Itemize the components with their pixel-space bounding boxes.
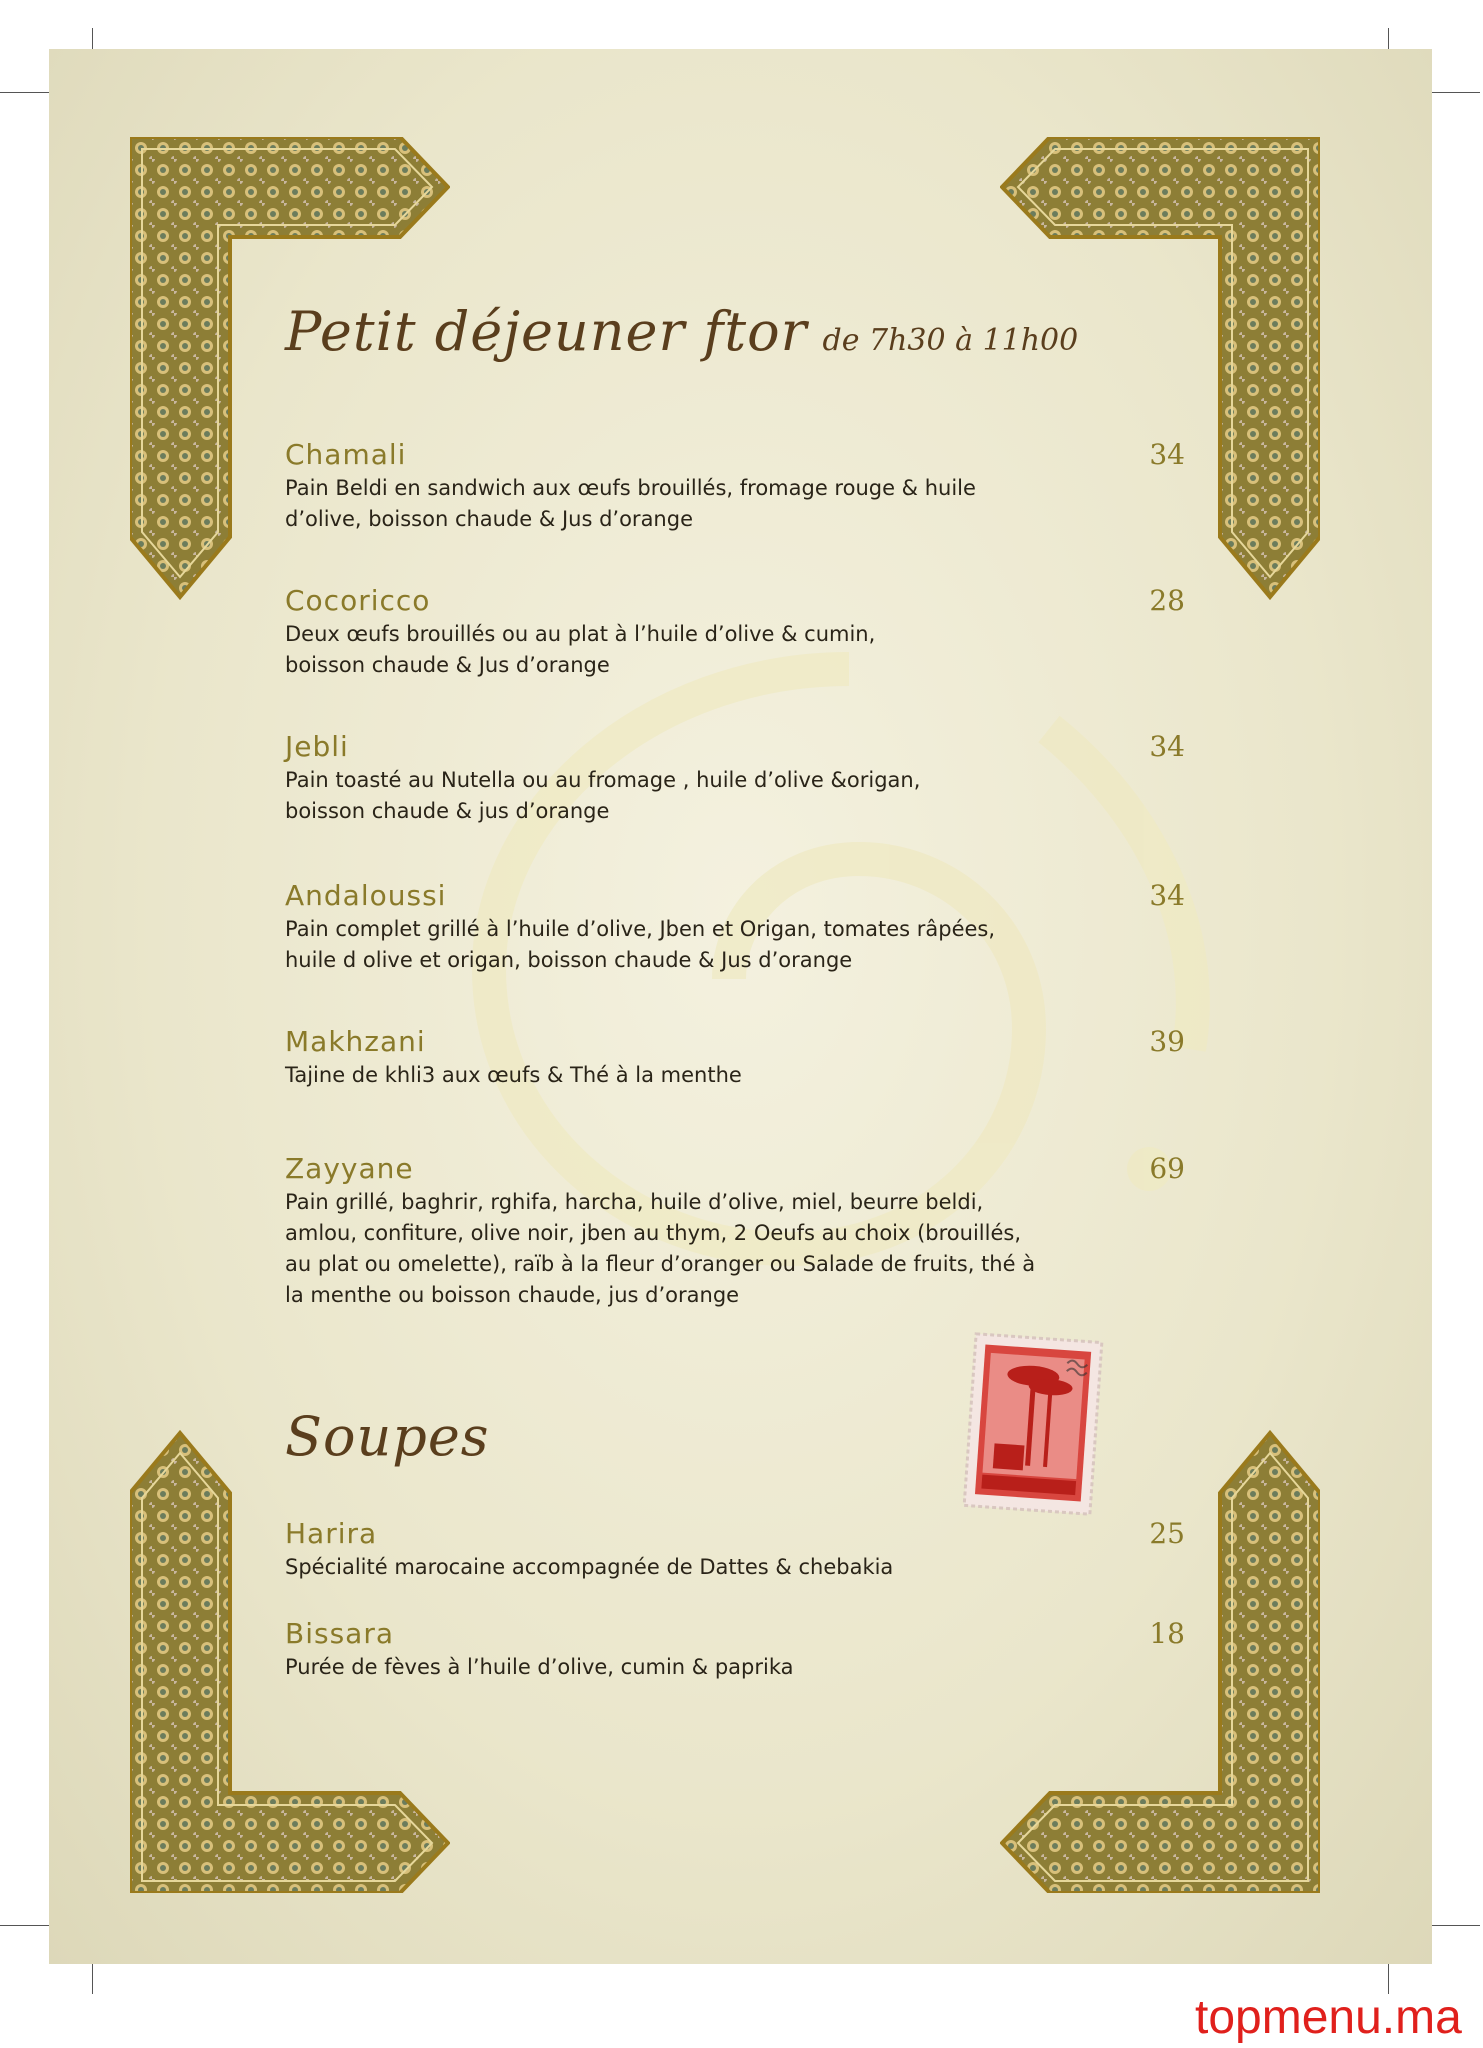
menu-item: [285, 1025, 1185, 1091]
item-description: Pain complet grillé à l’huile d’olive, Jben et Origan, tomates râpées, huile d olive et origan, boisson chaude & Jus d’orange: [285, 917, 996, 972]
section-title-text: Soupes: [285, 1405, 490, 1468]
section-title-text: Petit déjeuner ftor: [285, 300, 808, 363]
item-description: Pain Beldi en sandwich aux œufs brouillés, fromage rouge & huile d’olive, boisson chaude & Jus d’orange: [285, 476, 976, 531]
item-description: Tajine de khli3 aux œufs & Thé à la menthe: [285, 1063, 742, 1087]
menu-item: [285, 730, 1185, 827]
menu-item: [285, 584, 1185, 681]
item-name: Chamali: [285, 438, 407, 471]
item-price: 34: [1149, 730, 1185, 763]
item-description: Pain grillé, baghrir, rghifa, harcha, huile d’olive, miel, beurre beldi, amlou, confiture, olive noir, jben au thym, 2 Oeufs au choix (brouillés, au plat ou omelette), raïb à la fleur d’oranger ou Salade de fruits, thé à la menthe ou boisson chaude, jus d’orange: [285, 1190, 1036, 1307]
item-name: Andaloussi: [285, 879, 447, 912]
item-description: Deux œufs brouillés ou au plat à l’huile d’olive & cumin, boisson chaude & Jus d’orange: [285, 622, 876, 677]
item-name: Makhzani: [285, 1025, 426, 1058]
menu-item: [285, 1617, 1185, 1683]
item-price: 25: [1149, 1517, 1185, 1550]
watermark-text: topmenu.ma: [1195, 1991, 1462, 2044]
menu-item: [285, 879, 1185, 976]
menu-item: [285, 438, 1185, 535]
item-price: 69: [1149, 1152, 1185, 1185]
item-name: Zayyane: [285, 1152, 414, 1185]
item-price: 39: [1149, 1025, 1185, 1058]
item-description: Pain toasté au Nutella ou au fromage , huile d’olive &origan, boisson chaude & jus d’orange: [285, 768, 921, 823]
ornament-corner-top-right: [1000, 137, 1320, 657]
menu-item: [285, 1517, 1185, 1583]
item-name: Jebli: [285, 730, 349, 763]
item-description: Spécialité marocaine accompagnée de Dattes & chebakia: [285, 1555, 894, 1579]
item-description: Purée de fèves à l’huile d’olive, cumin & paprika: [285, 1655, 794, 1679]
item-price: 34: [1149, 879, 1185, 912]
item-price: 18: [1149, 1617, 1185, 1650]
item-price: 28: [1149, 584, 1185, 617]
postage-stamp-image: [962, 1332, 1104, 1517]
section-hours: de 7h30 à 11h00: [822, 323, 1079, 358]
item-name: Cocoricco: [285, 584, 431, 617]
item-name: Bissara: [285, 1617, 394, 1650]
section-title-breakfast: [285, 300, 1078, 363]
section-title-soups: [285, 1405, 490, 1468]
ornament-corner-top-left: [130, 137, 450, 657]
item-price: 34: [1149, 438, 1185, 471]
menu-item: [285, 1152, 1185, 1311]
item-name: Harira: [285, 1517, 378, 1550]
